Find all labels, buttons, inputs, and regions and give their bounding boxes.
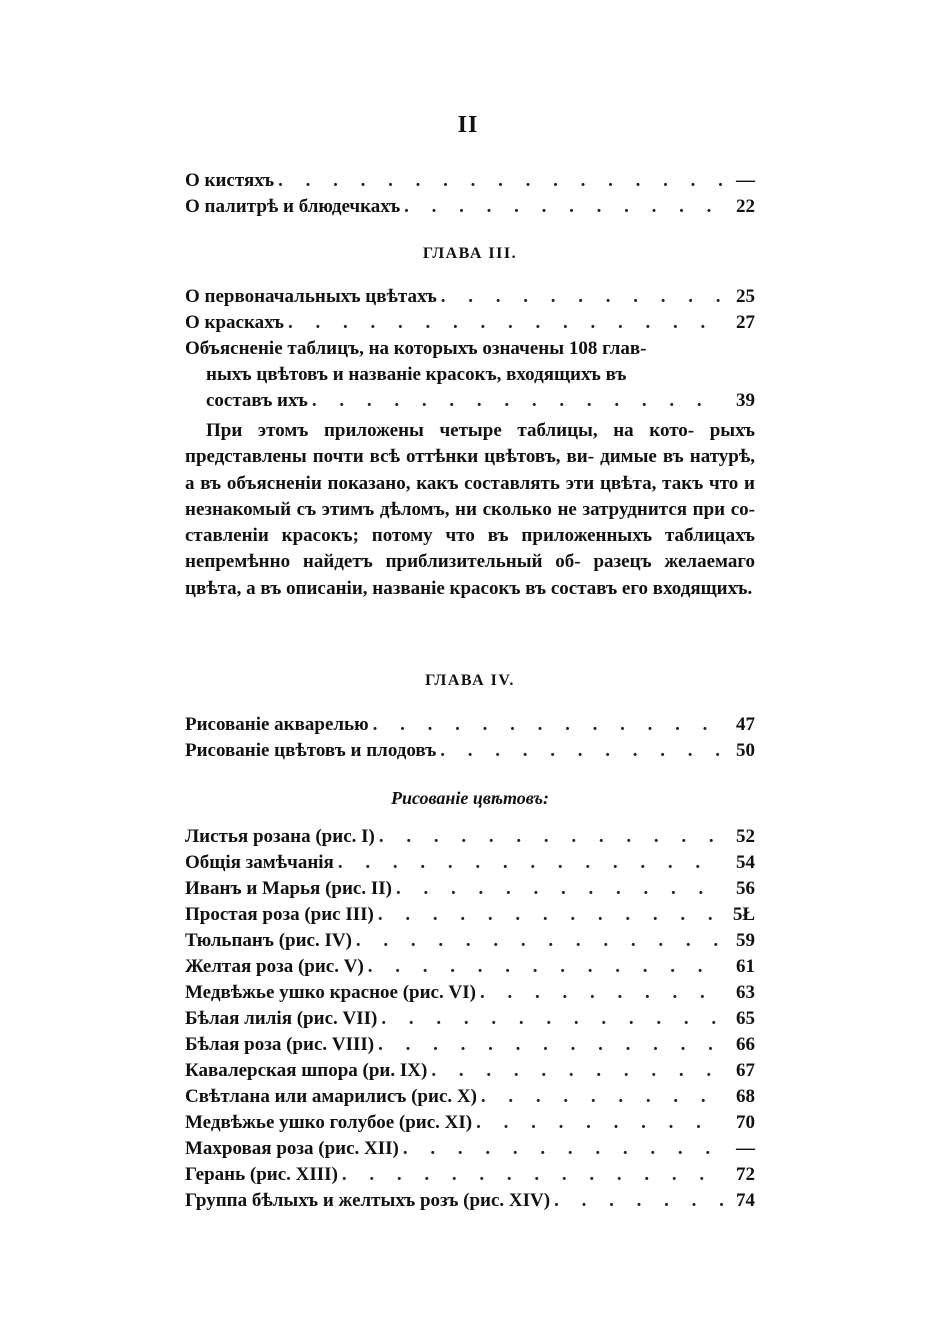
page-number: II: [457, 112, 479, 138]
toc-entry-page: 72: [736, 1164, 755, 1185]
toc-entry-label: Общія замѣчанія: [185, 852, 334, 873]
toc-entry: [185, 1136, 755, 1162]
leader-dots: [312, 388, 723, 414]
toc-entry-page: 27: [736, 312, 755, 333]
toc-entry-page: 54: [736, 852, 755, 873]
chapter-heading: ГЛАВА IV.: [425, 672, 515, 689]
toc-block-top: [185, 168, 755, 220]
toc-entry-label: О краскахъ: [185, 312, 284, 333]
toc-entry-page: —: [736, 170, 755, 191]
toc-entry-page: 70: [736, 1112, 755, 1133]
flowers-list: [185, 824, 755, 1214]
toc-entry-page: 66: [736, 1034, 755, 1055]
toc-entry: [185, 168, 755, 194]
leader-dots: [373, 712, 723, 738]
toc-entry-label: Бѣлая лилія (рис. VII): [185, 1008, 378, 1029]
toc-entry: [185, 876, 755, 902]
toc-entry-page: 22: [736, 196, 755, 217]
toc-entry-label: Кавалерская шпора (ри. IX): [185, 1060, 428, 1081]
toc-entry-label: Медвѣжье ушко красное (рис. VI): [185, 982, 476, 1003]
toc-entry: [185, 1188, 755, 1214]
toc-entry-page: 68: [736, 1086, 755, 1107]
toc-entry-label: Простая роза (рис III): [185, 904, 374, 925]
leader-dots: [379, 824, 723, 850]
toc-entry: [185, 1110, 755, 1136]
toc-entry: [185, 902, 755, 928]
leader-dots: [368, 954, 723, 980]
leader-dots: [342, 1162, 723, 1188]
toc-entry-last-line: [185, 388, 755, 414]
toc-entry-label: Герань (рис. XIII): [185, 1164, 338, 1185]
toc-entry-label: Махровая роза (рис. XII): [185, 1138, 399, 1159]
chapter-3: [185, 241, 755, 267]
leader-dots: [480, 980, 723, 1006]
toc-entry-label: Тюльпанъ (рис. IV): [185, 930, 352, 951]
toc-entry-label: О кистяхъ: [185, 170, 275, 191]
toc-entry-page: 63: [736, 982, 755, 1003]
toc-entry: [185, 310, 755, 336]
toc-entry-page: 65: [736, 1008, 755, 1029]
toc-entry-page: 56: [736, 878, 755, 899]
toc-entry-page: 50: [736, 740, 755, 761]
toc-entry-multiline: [185, 336, 755, 414]
leader-dots: [481, 1084, 723, 1110]
toc-entry: [185, 284, 755, 310]
leader-dots: [288, 310, 723, 336]
toc-entry-label: Бѣлая роза (рис. VIII): [185, 1034, 375, 1055]
toc-entry: [185, 1084, 755, 1110]
leader-dots: [378, 902, 723, 928]
toc-entry-label: О первоначальныхъ цвѣтахъ: [185, 286, 437, 307]
leader-dots: [403, 1136, 723, 1162]
leader-dots: [554, 1188, 723, 1214]
toc-entry-page: 39: [736, 390, 755, 411]
toc-entry: [185, 738, 755, 764]
toc-entry-label: Рисованіе цвѣтовъ и плодовъ: [185, 740, 437, 761]
leader-dots: [476, 1110, 723, 1136]
toc-entry: [185, 1058, 755, 1084]
toc-entry-page: 74: [736, 1190, 755, 1211]
toc-entry-label: Медвѣжье ушко голубое (рис. XI): [185, 1112, 473, 1133]
toc-entry: [185, 712, 755, 738]
toc-entry: [185, 194, 755, 220]
toc-entry-page: 25: [736, 286, 755, 307]
chapter-description: При этомъ приложены четыре таблицы, на кото- рыхъ представлены почти всѣ оттѣнки цвѣтовъ, ви- димые въ натурѣ, а въ объясненіи показано, какъ составлять эти цвѣта, такъ что и незнакомый съ этимъ дѣломъ, ни сколько не затруднится при со- ставленіи красокъ; потому что въ приложенныхъ таблицахъ непремѣнно найдетъ приблизительный об- разецъ желаемаго цвѣта, а въ описаніи, названіе красокъ въ составъ его входящихъ.: [185, 420, 755, 599]
leader-dots: [396, 876, 723, 902]
chapter-heading: ГЛАВА III.: [422, 245, 518, 262]
flowers-subsection: [185, 785, 755, 811]
toc-entry-page: —: [736, 1138, 755, 1159]
leader-dots: [278, 168, 723, 194]
toc-entry-label: Группа бѣлыхъ и желтыхъ розъ (рис. XIV): [185, 1190, 551, 1211]
toc-entry-page: 47: [736, 714, 755, 735]
leader-dots: [338, 850, 723, 876]
toc-entry-label: Желтая роза (рис. V): [185, 956, 364, 977]
toc-entry-line: Объясненіе таблицъ, на которыхъ означены 108 глав-: [185, 338, 647, 359]
toc-entry: [185, 1006, 755, 1032]
leader-dots: [378, 1032, 723, 1058]
toc-entry-label: Листья розана (рис. I): [185, 826, 375, 847]
leader-dots: [404, 194, 723, 220]
leader-dots: [431, 1058, 723, 1084]
chapter-3-entries: [185, 284, 755, 602]
toc-entry: [185, 1162, 755, 1188]
toc-entry-page: 61: [736, 956, 755, 977]
toc-entry: [185, 1032, 755, 1058]
chapter-4: [185, 668, 755, 694]
toc-entry-label: О палитрѣ и блюдечкахъ: [185, 196, 401, 217]
toc-entry: [185, 928, 755, 954]
toc-entry: [185, 954, 755, 980]
leader-dots: [381, 1006, 723, 1032]
subsection-heading: Рисованіе цвѣтовъ:: [390, 788, 550, 808]
toc-entry-label: Свѣтлана или амарилисъ (рис. X): [185, 1086, 477, 1107]
toc-entry: [185, 980, 755, 1006]
toc-entry-page: 52: [736, 826, 755, 847]
toc-entry-page: 67: [736, 1060, 755, 1081]
toc-entry-label: Иванъ и Марья (рис. II): [185, 878, 392, 899]
toc-entry: [185, 850, 755, 876]
toc-entry-page: 5Ł: [732, 904, 755, 925]
toc-entry-label: составъ ихъ: [206, 390, 308, 411]
toc-entry: [185, 824, 755, 850]
leader-dots: [441, 284, 723, 310]
chapter-4-entries: [185, 712, 755, 764]
toc-entry-line: ныхъ цвѣтовъ и названіе красокъ, входящихъ въ: [206, 364, 627, 385]
leader-dots: [440, 738, 723, 764]
toc-entry-label: Рисованіе акварелью: [185, 714, 369, 735]
toc-entry-page: 59: [736, 930, 755, 951]
leader-dots: [356, 928, 723, 954]
